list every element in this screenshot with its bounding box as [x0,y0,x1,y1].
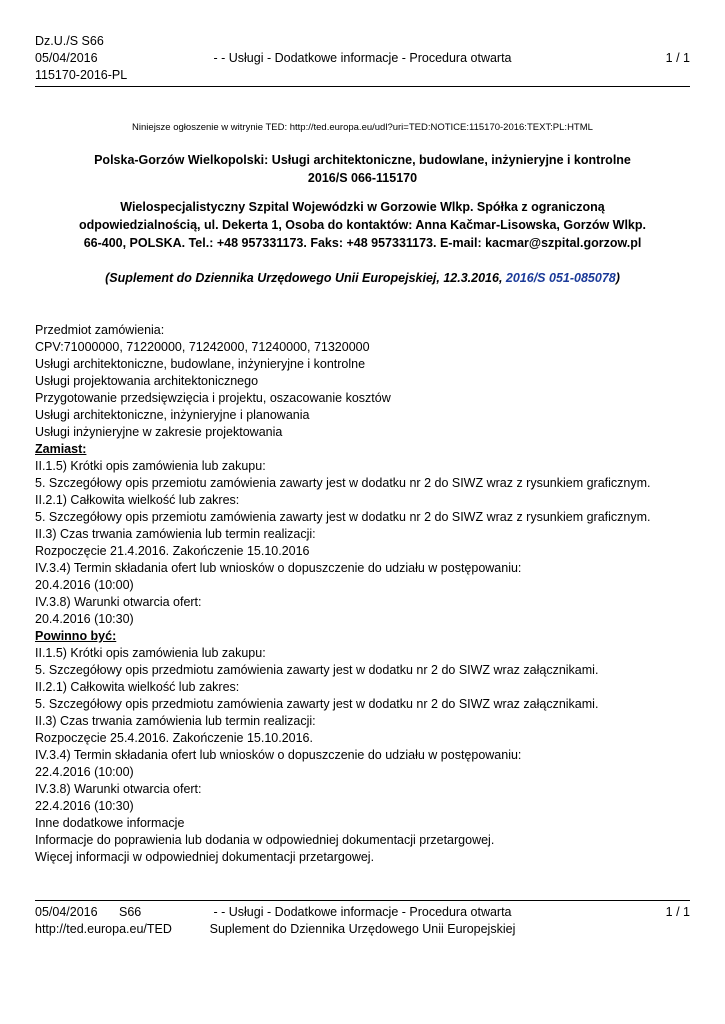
other-info-text: Więcej informacji w odpowiedniej dokumentacji przetargowej. [35,850,375,864]
footer-notice-type: - - Usługi - Dodatkowe informacje - Procedura otwarta [213,905,512,919]
cpv-description: Przygotowanie przedsięwzięcia i projektu, oszacowanie kosztów [35,391,391,405]
header-notice-type: - - Usługi - Dodatkowe informacje - Procedura otwarta [213,51,512,65]
section-label: IV.3.8) Warunki otwarcia ofert: [35,595,202,609]
contracting-authority [60,198,665,252]
section-text: 5. Szczegółowy opis przemiotu zamówienia zawarty jest w dodatku nr 2 do SIWZ wraz z rysunkiem graficznym. [35,476,651,490]
page-footer [35,904,690,938]
footer-divider [35,900,690,901]
section-label: II.2.1) Całkowita wielkość lub zakres: [35,680,240,694]
section-label: IV.3.4) Termin składania ofert lub wniosków o dopuszczenie do udziału w postępowaniu: [35,748,522,762]
section-text: 20.4.2016 (10:30) [35,612,134,626]
supplement-reference [0,271,725,285]
notice-number: 2016/S 066-115170 [307,171,418,185]
ted-notice-link[interactable]: Niniejsze ogłoszenie w witrynie TED: http://ted.europa.eu/udl?uri=TED:NOTICE:115170-2016:TEXT:PL:HTML [132,122,593,133]
section-text: 5. Szczegółowy opis przemiotu zamówienia zawarty jest w dodatku nr 2 do SIWZ wraz z rysunkiem graficznym. [35,510,651,524]
footer-url[interactable]: http://ted.europa.eu/TED [35,922,172,936]
cpv-description: Usługi architektoniczne, inżynieryjne i planowania [35,408,310,422]
other-info-label: Inne dodatkowe informacje [35,816,185,830]
section-label: II.3) Czas trwania zamówienia lub termin realizacji: [35,527,316,541]
header-divider [35,86,690,87]
header-date: 05/04/2016 [35,51,98,65]
notice-body [35,322,695,866]
section-label: IV.3.4) Termin składania ofert lub wniosków o dopuszczenie do udziału w postępowaniu: [35,561,522,575]
should-be-heading: Powinno być: [35,629,117,643]
cpv-description: Usługi projektowania architektonicznego [35,374,259,388]
footer-issue: S66 [119,905,142,919]
contracting-line: 66-400, POLSKA. Tel.: +48 957331173. Faks: +48 957331173. E-mail: kacmar@szpital.gorzow.pl [83,236,642,250]
section-text: 5. Szczegółowy opis przedmiotu zamówienia zawarty jest w dodatku nr 2 do SIWZ wraz załącznikami. [35,663,599,677]
footer-publication: Suplement do Dziennika Urzędowego Unii Europejskiej [209,922,516,936]
page-header [35,33,690,85]
subject-label: Przedmiot zamówienia: [35,323,165,337]
supplement-ref-link[interactable]: 2016/S 051-085078 [505,271,616,285]
header-notice-id: 115170-2016-PL [35,68,128,82]
cpv-description: Usługi inżynieryjne w zakresie projektowania [35,425,283,439]
footer-date: 05/04/2016 [35,905,98,919]
cpv-description: Usługi architektoniczne, budowlane, inżynieryjne i kontrolne [35,357,366,371]
section-label: IV.3.8) Warunki otwarcia ofert: [35,782,202,796]
section-label: II.2.1) Całkowita wielkość lub zakres: [35,493,240,507]
footer-page-number: 1 / 1 [665,905,690,919]
contracting-line: Wielospecjalistyczny Szpital Wojewódzki w Gorzowie Wlkp. Spółka z ograniczoną [120,200,605,214]
header-page-number: 1 / 1 [665,51,690,65]
instead-heading: Zamiast: [35,442,87,456]
section-text: 22.4.2016 (10:30) [35,799,134,813]
header-journal-ref: Dz.U./S S66 [35,34,104,48]
other-info-text: Informacje do poprawienia lub dodania w odpowiedniej dokumentacji przetargowej. [35,833,495,847]
section-text: 5. Szczegółowy opis przedmiotu zamówienia zawarty jest w dodatku nr 2 do SIWZ wraz załącznikami. [35,697,599,711]
section-text: 20.4.2016 (10:00) [35,578,134,592]
notice-title [60,151,665,187]
supplement-suffix: ) [615,271,620,285]
section-label: II.1.5) Krótki opis zamówienia lub zakupu: [35,459,266,473]
section-label: II.1.5) Krótki opis zamówienia lub zakupu: [35,646,266,660]
contracting-line: odpowiedzialnością, ul. Dekerta 1, Osoba do kontaktów: Anna Kačmar-Lisowska, Gorzów Wlkp. [78,218,646,232]
cpv-codes: CPV:71000000, 71220000, 71242000, 71240000, 71320000 [35,340,370,354]
notice-title-line: Polska-Gorzów Wielkopolski: Usługi architektoniczne, budowlane, inżynieryjne i kontrolne [94,153,631,167]
section-label: II.3) Czas trwania zamówienia lub termin realizacji: [35,714,316,728]
section-text: Rozpoczęcie 25.4.2016. Zakończenie 15.10.2016. [35,731,313,745]
section-text: 22.4.2016 (10:00) [35,765,134,779]
supplement-prefix: (Suplement do Dziennika Urzędowego Unii Europejskiej, 12.3.2016, [105,271,506,285]
section-text: Rozpoczęcie 21.4.2016. Zakończenie 15.10.2016 [35,544,310,558]
